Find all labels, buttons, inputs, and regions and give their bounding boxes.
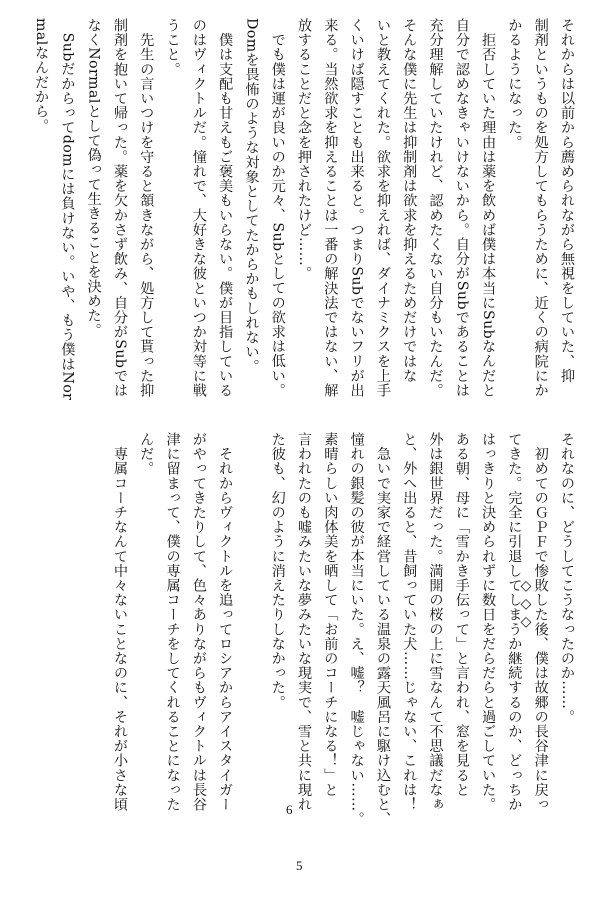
text-column: なくNormalとして偽って生きることを決めた。 <box>85 18 102 338</box>
text-column: でも僕は運が良いのか元々、Subとしての欲求は低い。 <box>269 18 286 398</box>
text-column: 充分理解していたけれど、認めたくない自分もいたんだ。 <box>427 18 444 398</box>
text-column: 素晴らしい肉体美を晒して「お前のコーチになる！」と <box>322 432 339 797</box>
section-separator: ◇◇◇ <box>518 578 534 632</box>
text-column: それからは以前から薦められながら無視をしていた、抑 <box>559 18 575 383</box>
text-column: 僕は支配も甘えもご褒美もいらない。僕が目指している <box>217 18 234 398</box>
text-column: 制剤を抱いて帰った。薬を欠かさず飲み、自分がSubでは <box>111 18 128 398</box>
text-column: と、外へ出ると、昔飼っていた犬……じゃない、これは！ <box>401 432 418 812</box>
text-column: 専属コーチなんて中々ないことなのに、それが小さな頃 <box>111 432 128 812</box>
text-column: はっきりと決められずに数日をだらだらと過ごしていた。 <box>480 432 497 812</box>
text-column: てきた。完全に引退してしまうか継続するのか、どっちか <box>506 432 523 812</box>
text-column: 来る。当然欲求を抑えることは一番の解決法ではない、解 <box>322 18 339 398</box>
upper-text-block <box>28 18 580 403</box>
text-column: くいけば隠すことも出来ると。つまりSubでないフリが出 <box>348 18 365 398</box>
text-column: それなのに、どうしてこうなったのか……。 <box>559 432 575 724</box>
outer-page-number: 5 <box>296 858 303 873</box>
text-column: 外は銀世界だった。満開の桜の上に雪なんて不思議だなぁ <box>427 432 444 812</box>
text-column: malなんだから。 <box>33 18 50 134</box>
inner-page-number: 6 <box>286 802 293 817</box>
text-column: そんな僕に先生は抑制剤は欲求を抑えるためだけではな <box>401 18 418 383</box>
text-column: Subだからってdomには負けない。いや、もう僕はNor <box>59 18 76 401</box>
text-column: 憧れの銀髪の彼が本当にいた。え、嘘？ 嘘じゃない……。 <box>348 432 365 827</box>
text-column: 拒否していた理由は薬を飲めば僕は本当にSubなんだと <box>480 18 497 398</box>
text-column: 津に留まって、僕の専属コーチをしてくれることになった <box>164 432 181 812</box>
text-column: た彼も、幻のように消えたりしなかった。 <box>269 432 286 710</box>
text-column: かるようになった。 <box>506 18 523 150</box>
text-column: 先生の言いつけを守ると頷きながら、処方して貰った抑 <box>138 18 155 398</box>
text-column: 自分で認めなきゃいけないから。自分がSubであることは <box>453 18 470 398</box>
text-column: それからヴィクトルを追ってロシアからアイスタイガー <box>217 432 234 812</box>
text-column: ある朝、母に「雪かき手伝って」と言われ、窓を見ると <box>453 432 470 797</box>
text-column: 急いで実家で経営している温泉の露天風呂に駆け込むと、 <box>374 432 391 827</box>
text-column: うこと。 <box>164 18 181 77</box>
text-column: んだ。 <box>138 432 155 476</box>
text-column: 初めてのＧＰＦで惨敗した後、僕は故郷の長谷津に戻っ <box>532 432 549 812</box>
text-column: 制剤というものを処方してもらうために、近くの病院にか <box>532 18 549 398</box>
text-column: のはヴィクトルだ。憧れで、大好きな彼といつか対等に戦 <box>190 18 207 398</box>
text-column: 言われたのも嘘みたいな夢みたいな現実で、雪と共に現れ <box>296 432 313 812</box>
lower-text-block <box>107 432 580 827</box>
text-column: Domを畏怖のような対象としてたからかもしれない。 <box>243 18 260 374</box>
text-column: いと教えてくれた。欲求を抑えれば、ダイナミクスを上手 <box>374 18 391 398</box>
text-column: 放することだと念を押されたけど……。 <box>296 18 313 281</box>
text-column <box>238 432 264 812</box>
text-column: がやってきたりして、色々ありながらもヴィクトルは長谷 <box>190 432 207 812</box>
